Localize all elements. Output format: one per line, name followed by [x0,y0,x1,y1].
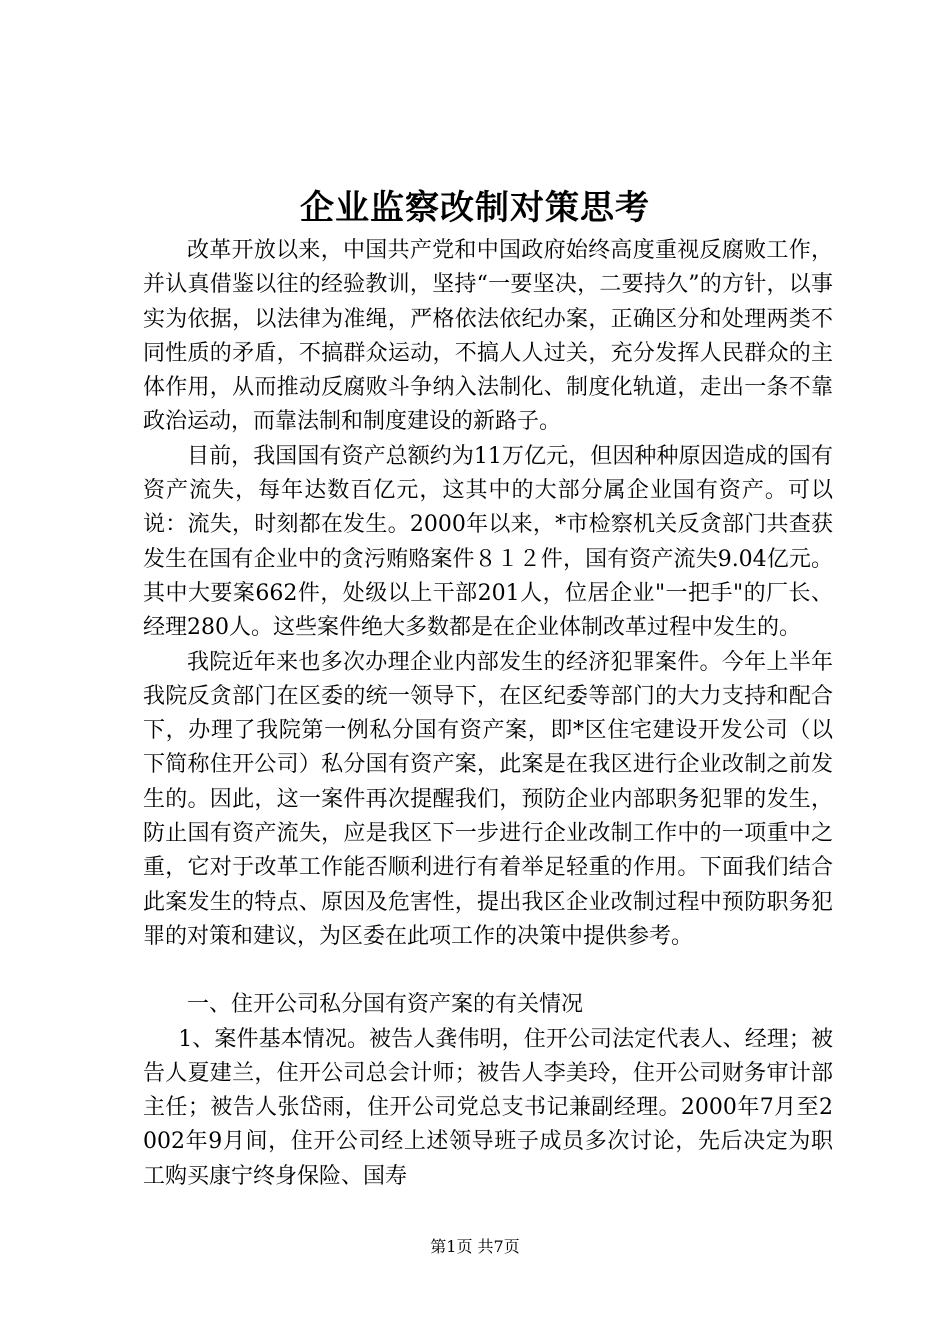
page-number-footer: 第1页 共7页 [430,1237,520,1256]
section-heading-1: 一、住开公司私分国有资产案的有关情况 [187,992,584,1018]
paragraph-intro: 改革开放以来，中国共产党和中国政府始终高度重视反腐败工作，并认真借鉴以往的经验教训，坚持“一要坚决，二要持久”的方针，以事实为依据，以法律为准绳，严格依法依纪办案，正确区分和处理两类不同性质的矛盾，不搞群众运动，不搞人人过关，充分发挥人民群众的主体作用，从而推动反腐败斗争纳入法制化、制度化轨道，走出一条不靠政治运动，而靠法制和制度建设的新路子。 [143,238,833,435]
document-title: 企业监察改制对策思考 [300,188,650,228]
paragraph-case-background: 我院近年来也多次办理企业内部发生的经济犯罪案件。今年上半年我院反贪部门在区委的统一领导下，在区纪委等部门的大力支持和配合下，办理了我院第一例私分国有资产案，即*区住宅建设开发公司（以下简称住开公司）私分国有资产案，此案是在我区进行企业改制之前发生的。因此，这一案件再次提醒我们，预防企业内部职务犯罪的发生，防止国有资产流失，应是我区下一步进行企业改制工作中的一项重中之重，它对于改革工作能否顺利进行有着举足轻重的作用。下面我们结合此案发生的特点、原因及危害性，提出我区企业改制过程中预防职务犯罪的对策和建议，为区委在此项工作的决策中提供参考。 [143,649,833,949]
paragraph-statistics: 目前，我国国有资产总额约为11万亿元，但因种种原因造成的国有资产流失，每年达数百亿元，这其中的大部分属企业国有资产。可以说：流失，时刻都在发生。2000年以来，*市检察机关反贪部门共查获发生在国有企业中的贪污贿赂案件８１２件，国有资产流失9.04亿元。其中大要案662件，处级以上干部201人，位居企业"一把手"的厂长、经理280人。这些案件绝大多数都是在企业体制改革过程中发生的。 [143,443,833,641]
paragraph-case-details: 1、案件基本情况。被告人龚伟明，住开公司法定代表人、经理；被告人夏建兰，住开公司总会计师；被告人李美玲，住开公司财务审计部主任；被告人张岱雨，住开公司党总支书记兼副经理。2000年7月至2002年9月间，住开公司经上述领导班子成员多次讨论，先后决定为职工购买康宁终身保险、国寿 [143,1026,833,1189]
document-body [143,234,833,1194]
